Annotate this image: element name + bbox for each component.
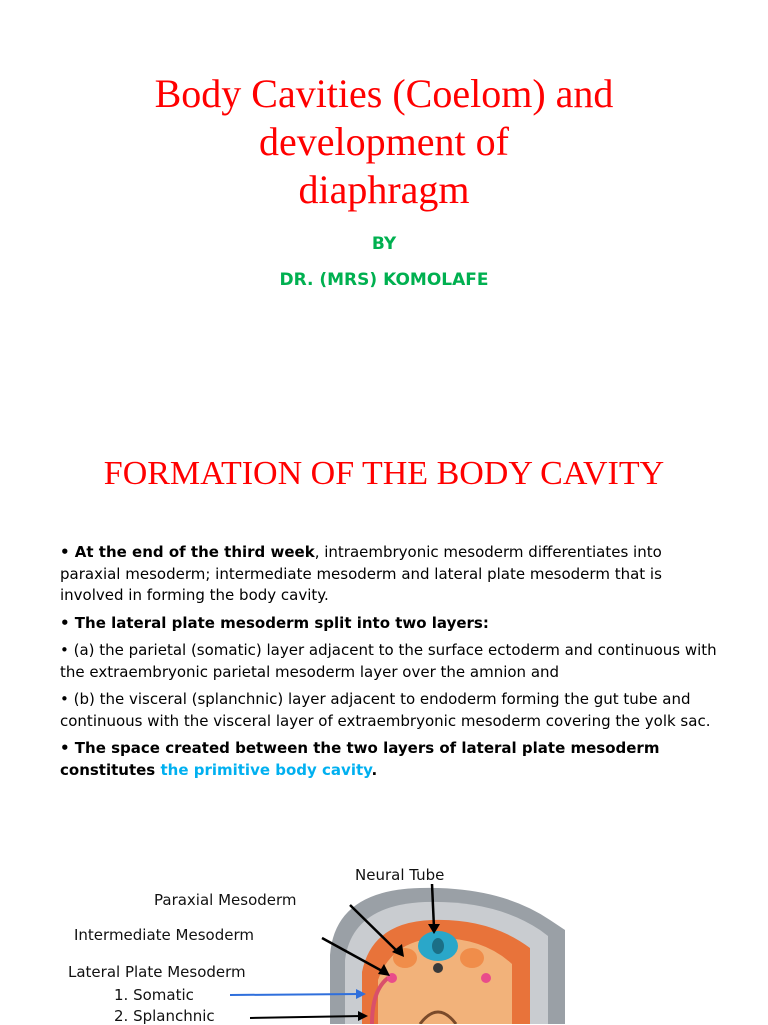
bullet-item <box>60 542 720 607</box>
main-title <box>0 70 768 214</box>
neural-tube-lumen <box>432 938 444 954</box>
bullet-text: • (b) the visceral (splanchnic) layer adjacent to endoderm forming the gut tube and continuous with the visceral layer of extraembryonic mesoderm covering the yolk sac. <box>60 690 711 730</box>
bullet-list <box>60 542 720 787</box>
bullet-item <box>60 689 720 732</box>
label-splanchnic: 2. Splanchnic <box>114 1007 215 1025</box>
label-lateral-plate-mesoderm: Lateral Plate Mesoderm <box>68 963 246 981</box>
section-title: FORMATION OF THE BODY CAVITY <box>103 455 665 492</box>
label-neural-tube: Neural Tube <box>355 866 445 884</box>
main-title-line-1: Body Cavities (Coelom) and <box>154 71 614 116</box>
bullet-text: , intraembryonic mesoderm differentiates into paraxial mesoderm; intermediate mesoderm and lateral plate mesoderm that is involved in forming the body cavity. <box>60 543 662 604</box>
bullet-item <box>60 613 720 635</box>
author-name: DR. (MRS) KOMOLAFE <box>279 270 489 290</box>
somatic-arrow <box>230 994 360 995</box>
bullet-tail: . <box>371 760 378 779</box>
bullet-text: • (a) the parietal (somatic) layer adjacent to the surface ectoderm and continuous with the extraembryonic parietal mesoderm layer over the amnion and <box>60 641 717 681</box>
by-label: BY <box>371 234 397 254</box>
label-somatic: 1. Somatic <box>114 986 194 1004</box>
bullet-bold: • The lateral plate mesoderm split into two layers: <box>60 613 489 632</box>
main-title-line-2: development of <box>259 119 509 164</box>
bullet-bold: • At the end of the third week <box>60 543 315 561</box>
bullet-highlight: the primitive body cavity <box>160 760 372 779</box>
title-slide <box>0 0 768 420</box>
bullet-item <box>60 640 720 683</box>
label-paraxial-mesoderm: Paraxial Mesoderm <box>154 891 297 909</box>
notochord <box>433 963 443 973</box>
main-title-line-3: diaphragm <box>298 167 470 212</box>
intermediate-mesoderm-right <box>481 973 491 983</box>
label-intermediate-mesoderm: Intermediate Mesoderm <box>74 926 254 944</box>
bullet-bold: • The space created between the two layers of lateral plate mesoderm constitutes <box>60 739 660 779</box>
embryo-diagram <box>0 860 768 1024</box>
bullet-item <box>60 738 720 781</box>
paraxial-block-right <box>460 948 484 968</box>
